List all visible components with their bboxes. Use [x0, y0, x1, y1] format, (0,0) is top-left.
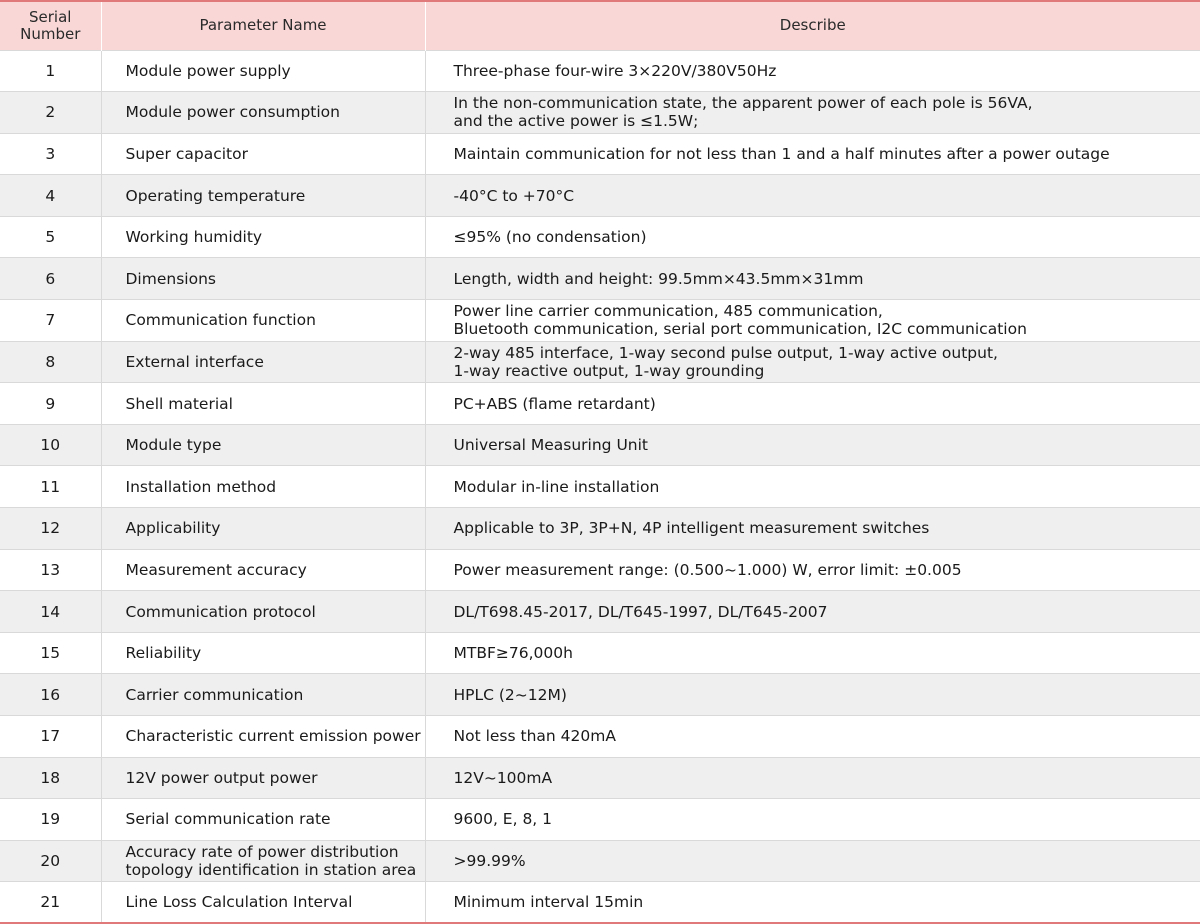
- parameter-name-cell: Applicability: [101, 508, 425, 550]
- parameter-name-cell: Working humidity: [101, 216, 425, 258]
- parameter-name-cell: Module power supply: [101, 50, 425, 92]
- table-body: [0, 50, 1200, 923]
- parameter-name-cell: External interface: [101, 341, 425, 383]
- describe-cell: Power measurement range: (0.500~1.000) W, error limit: ±0.005: [425, 549, 1200, 591]
- serial-number-cell: 20: [40, 852, 61, 871]
- header-serial-label: Serial Number: [20, 7, 81, 43]
- describe-cell: Universal Measuring Unit: [425, 424, 1200, 466]
- serial-number-cell: 4: [45, 186, 56, 205]
- parameter-name-cell: Characteristic current emission power: [101, 716, 425, 758]
- serial-number-cell: 7: [45, 311, 56, 330]
- parameter-name-cell: Carrier communication: [101, 674, 425, 716]
- table-row: [0, 50, 1200, 92]
- parameter-name-cell: Accuracy rate of power distribution topology identification in station area: [101, 840, 425, 882]
- header-row: [0, 1, 1200, 50]
- describe-cell: >99.99%: [425, 840, 1200, 882]
- table-row: [0, 716, 1200, 758]
- parameter-name-cell: Operating temperature: [101, 175, 425, 217]
- describe-cell: DL/T698.45-2017, DL/T645-1997, DL/T645-2007: [425, 591, 1200, 633]
- parameter-name-cell: 12V power output power: [101, 757, 425, 799]
- serial-number-cell: 3: [45, 144, 56, 163]
- parameter-name-cell: Installation method: [101, 466, 425, 508]
- parameter-name-cell: Serial communication rate: [101, 799, 425, 841]
- serial-number-cell: 6: [45, 269, 56, 288]
- describe-cell: Applicable to 3P, 3P+N, 4P intelligent measurement switches: [425, 508, 1200, 550]
- parameter-name-cell: Super capacitor: [101, 133, 425, 175]
- header-describe: Describe: [425, 1, 1200, 50]
- table-row: [0, 92, 1200, 134]
- parameter-name-cell: Dimensions: [101, 258, 425, 300]
- describe-cell: HPLC (2~12M): [425, 674, 1200, 716]
- table-row: [0, 757, 1200, 799]
- serial-number-cell: 14: [40, 602, 61, 621]
- table-row: [0, 133, 1200, 175]
- table-header: [0, 1, 1200, 50]
- serial-number-cell: 18: [40, 768, 61, 787]
- serial-number-cell: 12: [40, 519, 61, 538]
- table-row: [0, 175, 1200, 217]
- serial-number-cell: 2: [45, 103, 56, 122]
- header-parameter-name: Parameter Name: [101, 1, 425, 50]
- parameter-name-cell: Module power consumption: [101, 92, 425, 134]
- table-row: [0, 258, 1200, 300]
- describe-cell: PC+ABS (flame retardant): [425, 383, 1200, 425]
- table-row: [0, 882, 1200, 924]
- serial-number-cell: 17: [40, 727, 61, 746]
- describe-cell: Power line carrier communication, 485 communication, Bluetooth communication, serial port communication, I2C communication: [425, 300, 1200, 342]
- serial-number-cell: 10: [40, 436, 61, 455]
- serial-number-cell: 8: [45, 352, 56, 371]
- table-row: [0, 216, 1200, 258]
- parameter-name-cell: Module type: [101, 424, 425, 466]
- describe-cell: Length, width and height: 99.5mm×43.5mm×31mm: [425, 258, 1200, 300]
- parameter-name-cell: Reliability: [101, 632, 425, 674]
- describe-cell: Three-phase four-wire 3×220V/380V50Hz: [425, 50, 1200, 92]
- parameter-name-cell: Line Loss Calculation Interval: [101, 882, 425, 924]
- header-serial-number: [0, 1, 101, 50]
- table-row: [0, 383, 1200, 425]
- table-row: [0, 591, 1200, 633]
- serial-number-cell: 13: [40, 560, 61, 579]
- serial-number-cell: 5: [45, 228, 56, 247]
- describe-cell: 2-way 485 interface, 1-way second pulse output, 1-way active output, 1-way reactive output, 1-way grounding: [425, 341, 1200, 383]
- describe-cell: Maintain communication for not less than 1 and a half minutes after a power outage: [425, 133, 1200, 175]
- table-row: [0, 300, 1200, 342]
- parameter-name-cell: Shell material: [101, 383, 425, 425]
- serial-number-cell: 16: [40, 685, 61, 704]
- parameter-name-cell: Measurement accuracy: [101, 549, 425, 591]
- serial-number-cell: 21: [40, 893, 61, 912]
- describe-cell: -40°C to +70°C: [425, 175, 1200, 217]
- describe-cell: 12V~100mA: [425, 757, 1200, 799]
- table-row: [0, 549, 1200, 591]
- describe-cell: In the non-communication state, the apparent power of each pole is 56VA, and the active power is ≤1.5W;: [425, 92, 1200, 134]
- parameter-name-cell: Communication function: [101, 300, 425, 342]
- describe-cell: ≤95% (no condensation): [425, 216, 1200, 258]
- describe-cell: Not less than 420mA: [425, 716, 1200, 758]
- serial-number-cell: 19: [40, 810, 61, 829]
- describe-cell: Minimum interval 15min: [425, 882, 1200, 924]
- table-row: [0, 424, 1200, 466]
- serial-number-cell: 1: [45, 61, 56, 80]
- describe-cell: 9600, E, 8, 1: [425, 799, 1200, 841]
- serial-number-cell: 9: [45, 394, 56, 413]
- table-row: [0, 508, 1200, 550]
- table-row: [0, 466, 1200, 508]
- describe-cell: MTBF≥76,000h: [425, 632, 1200, 674]
- table-row: [0, 341, 1200, 383]
- table-row: [0, 674, 1200, 716]
- parameter-name-cell: Communication protocol: [101, 591, 425, 633]
- describe-cell: Modular in-line installation: [425, 466, 1200, 508]
- serial-number-cell: 11: [40, 477, 61, 496]
- table-row: [0, 632, 1200, 674]
- table-row: [0, 799, 1200, 841]
- serial-number-cell: 15: [40, 644, 61, 663]
- table-row: [0, 840, 1200, 882]
